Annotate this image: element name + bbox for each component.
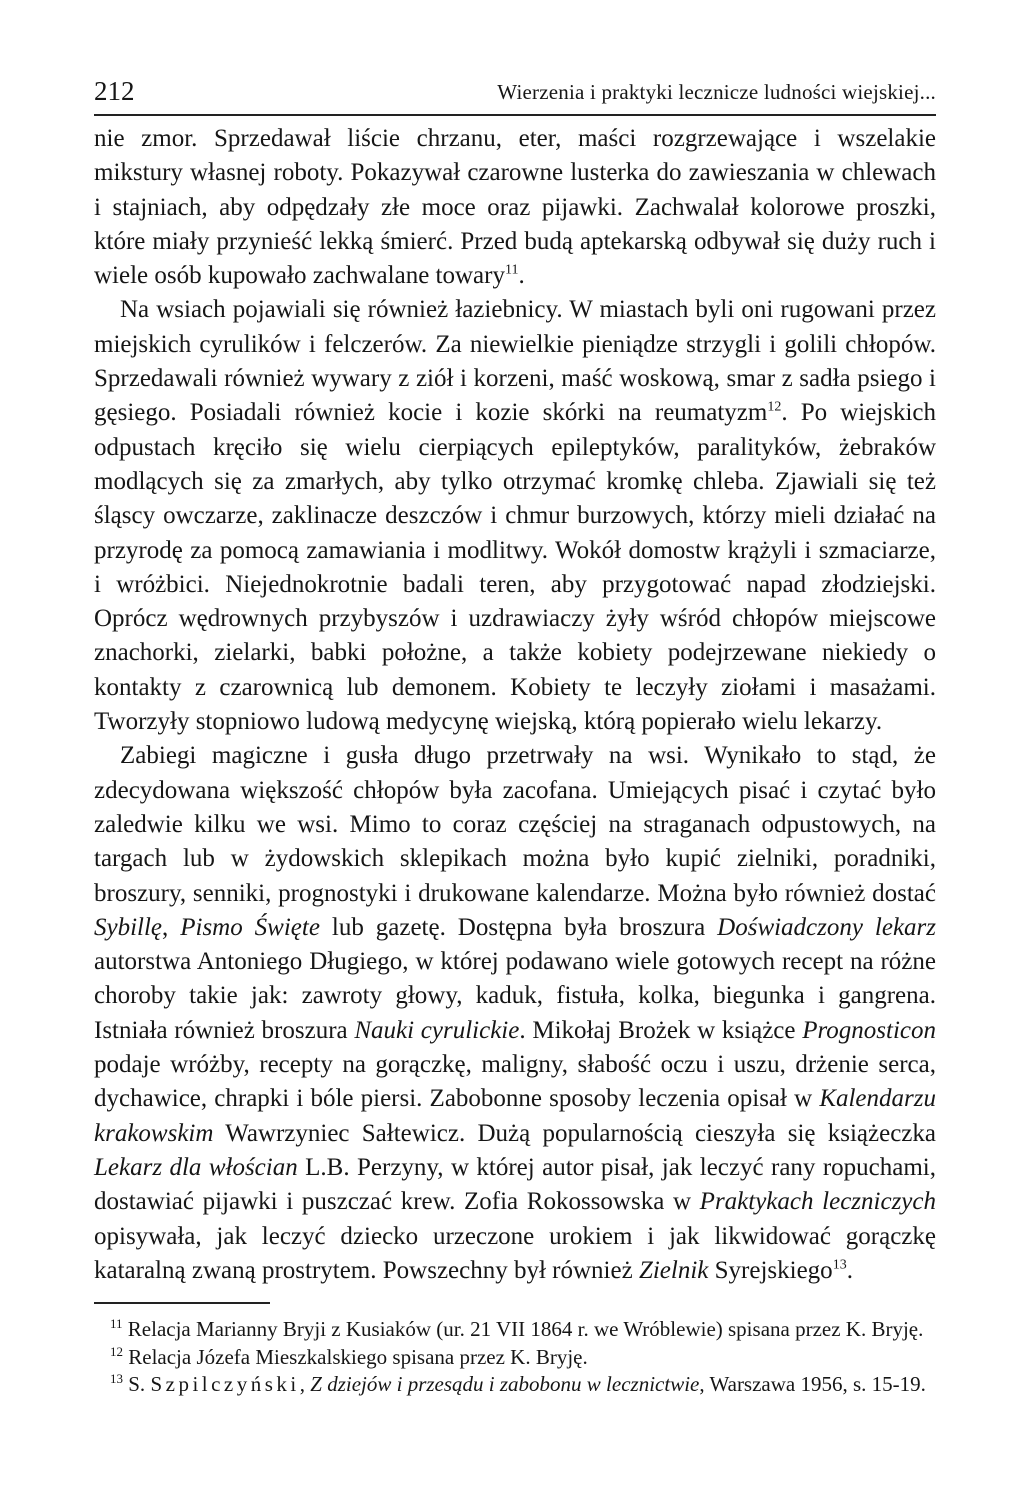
running-title: Wierzenia i praktyki lecznicze ludności wiejskiej...: [497, 80, 936, 104]
paragraph-1: [94, 122, 936, 293]
footnote-13-initial: S.: [123, 1372, 151, 1397]
paragraph-2: [94, 293, 936, 739]
running-header: [94, 74, 936, 116]
page-number: 212: [94, 76, 135, 106]
footnote-13-number: 13: [110, 1371, 123, 1387]
footnote-12-number: 12: [110, 1343, 123, 1359]
footnote-11-text: Relacja Marianny Bryji z Kusiaków (ur. 21 VII 1864 r. we Wróblewie) spisana przez K. Bryję.: [122, 1317, 924, 1342]
title-sybilla: Sybillę: [94, 913, 163, 941]
paragraph-3-sep-7: L.B. Perzyny, w której autor pisał, jak leczyć rany ropuchami, dostawiać pijawki i puszczać krew. Zofia Rokossowska w: [94, 1153, 936, 1216]
footnote-ref-12: 12: [767, 400, 782, 416]
paragraph-2-text-b: . Po wiejskich odpustach kręciło się wielu cierpiących epileptyków, paralityków, żebraków modlących się za zmarłych, aby tylko otrzymać kromkę chleba. Zjawiali się też śląscy owczarze, zaklinacze deszczów i chmur burzowych, którzy mieli działać na przyrodę za pomocą zamawiania i modlitwy. Wokół domostw krążyli i szmaciarze, i wróżbici. Niejednokrotnie badali teren, aby przygotować napad złodziejski. Oprócz wędrownych przybyszów i uzdrawiaczy żyły wśród chłopów miejscowe znachorki, zielarki, babki położne, a także kobiety podejrzewane niekiedy o kontakty z czarownicą lub demonem. Kobiety te leczyły ziołami i masażami. Tworzyły stopniowo ludową medycynę wiejską, którą popierało wielu lekarzy.: [94, 399, 937, 736]
title-lekarz-dla-wloscian: Lekarz dla włościan: [94, 1153, 298, 1181]
title-nauki-cyrulickie: Nauki cyrulickie: [354, 1016, 520, 1044]
title-pismo-swiete: Pismo Święte: [180, 913, 320, 941]
paragraph-1-text: nie zmor. Sprzedawał liście chrzanu, eter, maści rozgrzewające i wszelakie mikstury własnej roboty. Pokazywał czarowne lusterka do zawieszania w chlewach i stajniach, aby odpędzały złe moce oraz pijawki. Zachwalał kolorowe proszki, które miały przynieść lekką śmierć. Przed budą aptekarską odbywał się duży ruch i wiele osób kupowało zachwalane towary: [94, 125, 936, 290]
paragraph-3-sep-3: autorstwa Antoniego Długiego, w której podawano wiele gotowych recept na różne choroby takie jak: zawroty głowy, kaduk, fistuła, kolka, biegunka i gangrena. Istniała również broszura: [94, 948, 936, 1044]
paragraph-3-sep-6: Wawrzyniec Sałtewicz. Dużą popularnością cieszyła się książeczka: [213, 1119, 936, 1147]
footnote-13-imprint: , Warszawa 1956, s. 15-19.: [699, 1372, 926, 1397]
footnote-13-sep: ,: [299, 1372, 311, 1397]
paragraph-1-end: .: [518, 262, 525, 290]
footnote-ref-13: 13: [832, 1257, 847, 1273]
footnote-ref-11: 11: [504, 262, 519, 278]
footnote-12: [94, 1344, 936, 1372]
footnote-11-number: 11: [110, 1316, 123, 1332]
title-kalendarz-krakowski: Kalendarzu krakowskim: [94, 1085, 936, 1147]
paragraph-3-sep-4: . Mikołaj Brożek w książce: [519, 1016, 803, 1044]
paragraph-3-sep-8: opisywała, jak leczyć dziecko urzeczone urokiem i jak likwidować gorączkę kataralną zwaną prostrytem. Powszechny był również: [94, 1222, 936, 1284]
paragraph-2-text-a: Na wsiach pojawiali się również łaziebnicy. W miastach byli oni rugowani przez miejskich cyrulików i felczerów. Za niewielkie pieniądze strzygli i golili chłopów. Sprzedawali również wywary z ziół i korzeni, maść woskową, smar z sadła psiego i gęsiego. Posiadali również kocie i kozie skórki na reumatyzm: [94, 296, 936, 427]
footnotes: [94, 1316, 936, 1399]
paragraph-3-text-a: Zabiegi magiczne i gusła długo przetrwały na wsi. Wynikało to stąd, że zdecydowana większość chłopów była zacofana. Umiejących pisać i czytać było zaledwie kilku we wsi. Mimo to coraz częściej na straganach odpustowych, na targach lub w żydowskich sklepikach można było kupić zielniki, poradniki, broszury, senniki, prognostyki i drukowane kalendarze. Można było również dostać: [94, 742, 936, 907]
footnote-13: [94, 1371, 936, 1399]
paragraph-3: [94, 739, 936, 1288]
title-zielnik: Zielnik: [638, 1256, 709, 1284]
footnote-13-author: Szpilczyński: [150, 1372, 300, 1397]
book-page: [94, 74, 936, 1399]
footnote-12-text: Relacja Józefa Mieszkalskiego spisana przez K. Bryję.: [123, 1344, 588, 1369]
paragraph-3-sep-2: lub gazetę. Dostępna była broszura: [319, 913, 718, 941]
footnote-13-title: Z dziejów i przesądu i zabobonu w lecznictwie: [310, 1372, 700, 1397]
footnote-divider: [94, 1302, 270, 1304]
footnote-11: [94, 1316, 936, 1344]
paragraph-3-sep-5: podaje wróżby, recepty na gorączkę, maligny, słabość oczu i uszu, drżenie serca, dychawice, chrapki i bóle piersi. Zabobonne sposoby leczenia opisał w: [94, 1051, 936, 1113]
paragraph-3-sep-9: Syrejskiego: [708, 1256, 833, 1284]
title-doswiadczony-lekarz: Doświadczony lekarz: [717, 913, 937, 941]
title-prognosticon: Prognosticon: [802, 1016, 937, 1044]
title-praktyki-lecznicze: Praktykach leczniczych: [699, 1188, 936, 1216]
paragraph-3-sep-1: ,: [162, 913, 181, 941]
paragraph-3-end: .: [846, 1256, 853, 1284]
main-text: [94, 122, 936, 1288]
